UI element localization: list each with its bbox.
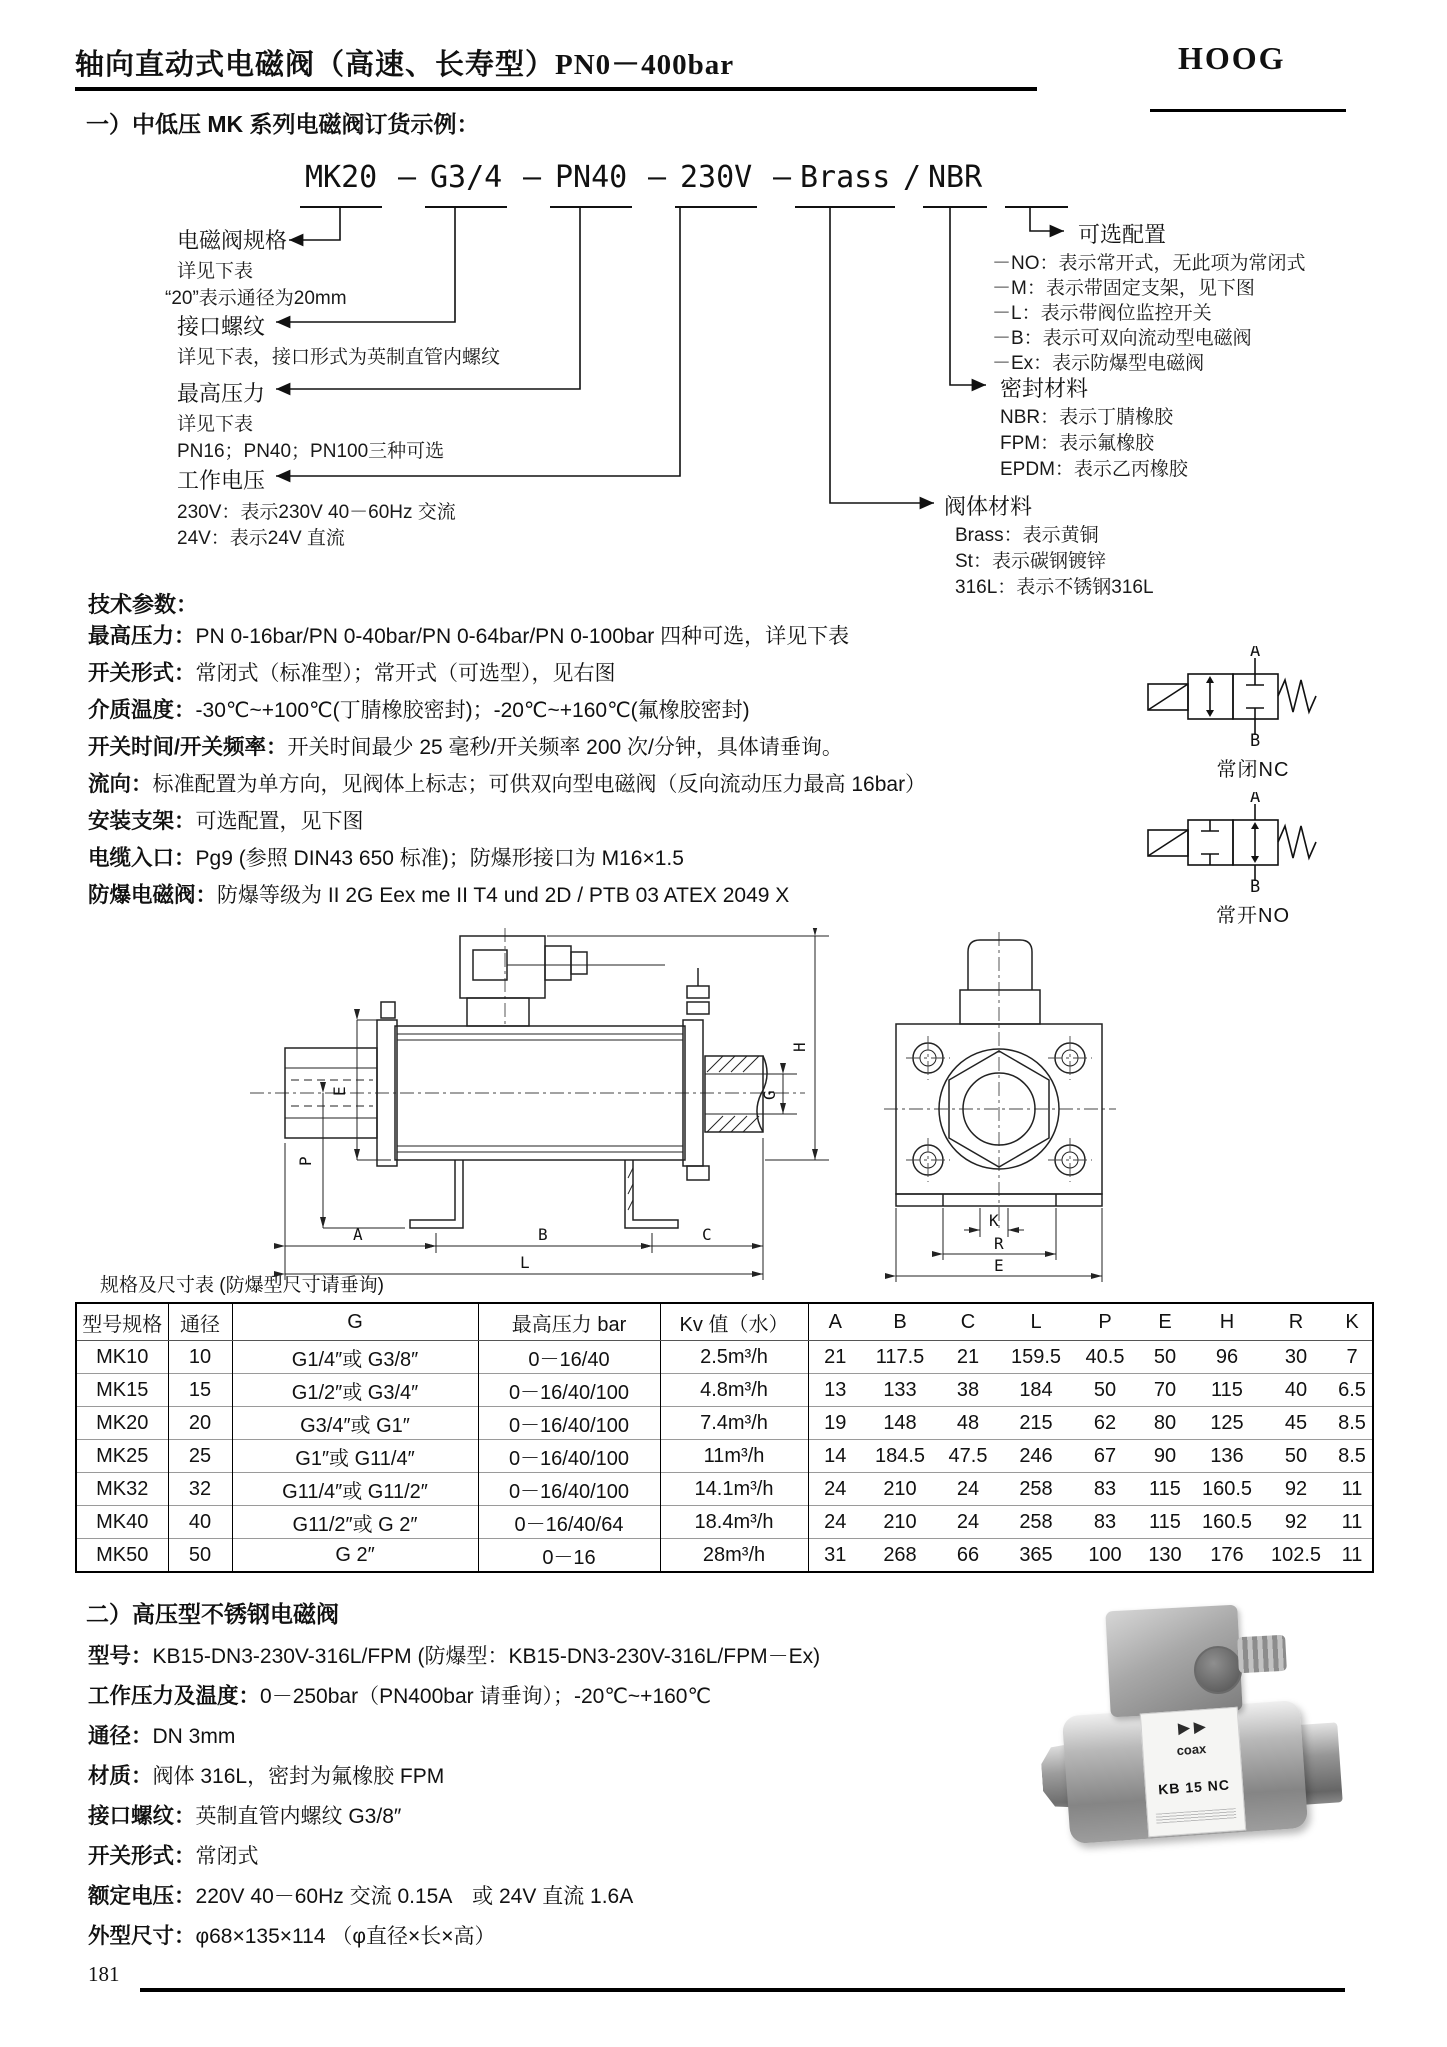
spec-row [88,1836,1048,1876]
annotation-note: PN16；PN40；PN100三种可选 [177,441,445,462]
tech-param-label: 安装支架： [88,809,196,833]
table-cell: MK50 [76,1539,168,1573]
table-cell: 92 [1260,1473,1332,1506]
tech-param-label: 防爆电磁阀： [88,883,218,907]
table-cell: 24 [938,1506,998,1539]
table-cell: 90 [1136,1440,1194,1473]
dash-separator: – [773,160,792,195]
table-cell: 115 [1136,1473,1194,1506]
annotation-note: 详见下表，接口形式为英制直管内螺纹 [177,347,501,368]
table-cell: 2.5m³/h [660,1341,808,1374]
annotation-note: －NO：表示常开式，无此项为常闭式 [992,253,1306,274]
table-cell: MK15 [76,1374,168,1407]
tech-param-text: Pg9 (参照 DIN43 650 标准)；防爆形接口为 M16×1.5 [195,847,684,870]
spec-text: 常闭式 [195,1845,259,1868]
spec-text: φ68×135×114 （φ直径×长×高） [195,1925,496,1948]
col-header: B [862,1303,938,1341]
col-header: A [808,1303,862,1341]
order-code-voltage: 230V [680,160,753,195]
section2-list [88,1636,1048,1956]
table-cell: 20 [168,1407,232,1440]
table-cell: 70 [1136,1374,1194,1407]
dim-l-label: L [520,1253,530,1272]
annotation-note: “20”表示通径为20mm [165,288,347,309]
valve-symbol-nc-drawing [1128,646,1378,746]
table-cell: 0－16/40/100 [478,1473,660,1506]
table-cell: 160.5 [1194,1506,1260,1539]
table-cell: 30 [1260,1341,1332,1374]
table-cell: 0－16/40/100 [478,1374,660,1407]
dim-r-label: R [994,1234,1004,1253]
spec-label: 额定电压： [88,1884,196,1908]
table-cell: 24 [808,1473,862,1506]
col-header: 通径 [168,1303,232,1341]
tech-params-list [88,618,1088,914]
table-cell: G1/2″或 G3/4″ [232,1374,478,1407]
product-photo [1046,1606,1336,1896]
annotation-note: Brass：表示黄铜 [955,525,1099,546]
table-cell: 62 [1074,1407,1136,1440]
table-cell: 50 [1074,1374,1136,1407]
table-cell: 24 [808,1506,862,1539]
order-code-body: Brass [800,160,891,195]
table-cell: 258 [998,1506,1074,1539]
port-a-label: A [1250,792,1261,807]
spec-label: 接口螺纹： [88,1804,196,1828]
table-caption-note: (防爆型尺寸请垂询) [214,1275,384,1296]
table-cell: 210 [862,1473,938,1506]
port-b-label: B [1250,877,1261,892]
tech-param-label: 最高压力： [88,624,196,648]
col-header: 最高压力 bar [478,1303,660,1341]
dim-c-label: C [702,1225,712,1244]
table-cell: 21 [938,1341,998,1374]
dim-b-label: B [538,1225,548,1244]
table-cell: 215 [998,1407,1074,1440]
col-header: R [1260,1303,1332,1341]
table-cell: 14.1m³/h [660,1473,808,1506]
col-header: H [1194,1303,1260,1341]
spec-row [88,1796,1048,1836]
table-cell: 67 [1074,1440,1136,1473]
order-code-model: MK20 [305,160,378,195]
table-cell: G11/2″或 G 2″ [232,1506,478,1539]
spec-label: 工作压力及温度： [88,1684,261,1708]
table-cell: 6.5 [1332,1374,1373,1407]
dash-separator: – [523,160,542,195]
table-cell: MK20 [76,1407,168,1440]
table-caption [100,1270,384,1297]
spec-label: 材质： [88,1764,153,1788]
table-cell: 24 [938,1473,998,1506]
model-label: KB 15 NC [1157,1776,1231,1798]
annotation-note: －Ex：表示防爆型电磁阀 [992,353,1205,374]
annotation-note: 详见下表 [177,261,254,282]
spec-text: 英制直管内螺纹 G3/8″ [195,1805,402,1828]
spec-label: 通径： [88,1724,153,1748]
spec-label: 型号： [88,1644,153,1668]
table-header-row [76,1303,1373,1341]
table-cell: 10 [168,1341,232,1374]
table-cell: 125 [1194,1407,1260,1440]
table-cell: G1/4″或 G3/8″ [232,1341,478,1374]
tech-param-row [88,655,1088,692]
product-label [1140,1707,1246,1838]
nc-symbol-caption: 常闭NC [1216,759,1290,781]
col-header: K [1332,1303,1373,1341]
table-cell: 8.5 [1332,1407,1373,1440]
table-cell: 83 [1074,1506,1136,1539]
table-cell: 159.5 [998,1341,1074,1374]
table-cell: 102.5 [1260,1539,1332,1573]
annotation-note: －B：表示可双向流动型电磁阀 [992,328,1252,349]
dash-separator: – [648,160,667,195]
valve-symbol-no-drawing [1128,792,1378,892]
valve-symbol-no [1128,792,1378,928]
dim-g-label: G [760,1090,779,1100]
order-code-seal: NBR [928,160,983,195]
annotation-note: 详见下表 [177,414,254,435]
col-header: L [998,1303,1074,1341]
table-cell: MK32 [76,1473,168,1506]
tech-param-text: -30℃~+100℃(丁腈橡胶密封)；-20℃~+160℃(氟橡胶密封) [195,699,750,722]
table-cell: 133 [862,1374,938,1407]
spec-row [88,1876,1048,1916]
annotation-note: St：表示碳钢镀锌 [955,551,1106,572]
table-cell: 210 [862,1506,938,1539]
spec-row [88,1916,1048,1956]
table-cell: 18.4m³/h [660,1506,808,1539]
table-cell: G 2″ [232,1539,478,1573]
photo-cable-gland [1237,1635,1287,1673]
annotation-label: 电磁阀规格 [177,228,288,253]
table-cell: 25 [168,1440,232,1473]
spec-row [88,1636,1048,1676]
table-cell: 365 [998,1539,1074,1573]
table-cell: MK10 [76,1341,168,1374]
table-cell: 48 [938,1407,998,1440]
col-header: 型号规格 [76,1303,168,1341]
tech-params-heading: 技术参数： [88,592,199,617]
table-cell: 32 [168,1473,232,1506]
table-cell: 96 [1194,1341,1260,1374]
table-cell: 50 [1260,1440,1332,1473]
photo-housing-hole [1194,1646,1242,1694]
table-cell: 80 [1136,1407,1194,1440]
table-cell: 31 [808,1539,862,1573]
table-cell: 0－16/40/64 [478,1506,660,1539]
table-cell: 21 [808,1341,862,1374]
table-row [76,1374,1373,1407]
table-cell: 7 [1332,1341,1373,1374]
label-fine-print [1156,1808,1237,1824]
spec-text: 0－250bar（PN400bar 请垂询）；-20℃~+160℃ [260,1685,712,1708]
table-cell: 130 [1136,1539,1194,1573]
tech-param-label: 电缆入口： [88,846,196,870]
table-cell: 19 [808,1407,862,1440]
table-cell: 0－16/40 [478,1341,660,1374]
table-cell: MK40 [76,1506,168,1539]
tech-param-label: 介质温度： [88,698,196,722]
table-cell: 246 [998,1440,1074,1473]
table-cell: 0－16/40/100 [478,1440,660,1473]
table-cell: 7.4m³/h [660,1407,808,1440]
table-cell: 184 [998,1374,1074,1407]
table-cell: 115 [1136,1506,1194,1539]
table-cell: 117.5 [862,1341,938,1374]
annotation-note: 316L：表示不锈钢316L [955,577,1154,598]
table-cell: 184.5 [862,1440,938,1473]
table-cell: G3/4″或 G1″ [232,1407,478,1440]
table-cell: 4.8m³/h [660,1374,808,1407]
tech-param-label: 流向： [88,772,153,796]
annotation-label: 阀体材料 [944,494,1033,519]
table-cell: 100 [1074,1539,1136,1573]
table-cell: G1″或 G11/4″ [232,1440,478,1473]
tech-param-row [88,803,1088,840]
tech-param-row [88,766,1088,803]
table-cell: 8.5 [1332,1440,1373,1473]
section2-heading: 二）高压型不锈钢电磁阀 [86,1601,339,1627]
order-code-pressure: PN40 [555,160,628,195]
table-row [76,1539,1373,1573]
table-cell: 176 [1194,1539,1260,1573]
tech-param-text: 常闭式（标准型）；常开式（可选型），见右图 [195,662,616,685]
tech-param-text: PN 0-16bar/PN 0-40bar/PN 0-64bar/PN 0-100bar 四种可选，详见下表 [195,625,850,648]
table-row [76,1440,1373,1473]
table-cell: 47.5 [938,1440,998,1473]
drawing-front-view [868,932,1138,1290]
table-cell: 136 [1194,1440,1260,1473]
tech-param-text: 防爆等级为 II 2G Eex me II T4 und 2D / PTB 03 ATEX 2049 X [217,884,790,907]
table-cell: 83 [1074,1473,1136,1506]
annotation-note: EPDM：表示乙丙橡胶 [1000,459,1188,480]
dim-h-label: H [790,1042,809,1052]
port-b-label: B [1250,731,1261,746]
table-cell: MK25 [76,1440,168,1473]
table-cell: 66 [938,1539,998,1573]
table-row [76,1341,1373,1374]
footer-rule [140,1988,1345,1992]
dim-p-label: P [296,1156,315,1166]
annotation-label: 工作电压 [177,468,266,493]
page-number: 181 [88,1962,120,1986]
section1-heading: 一）中低压 MK 系列电磁阀订货示例： [86,111,480,137]
col-header: P [1074,1303,1136,1341]
brand-logo: HOOG [1178,40,1286,76]
table-cell: 258 [998,1473,1074,1506]
tech-param-row [88,877,1088,914]
table-cell: 14 [808,1440,862,1473]
spec-row [88,1676,1048,1716]
spec-text: 220V 40－60Hz 交流 0.15A 或 24V 直流 1.6A [195,1885,634,1908]
table-cell: 50 [168,1539,232,1573]
table-cell: 38 [938,1374,998,1407]
annotation-note: FPM：表示氟橡胶 [1000,433,1155,454]
annotation-label: 密封材料 [1000,376,1089,401]
no-symbol-caption: 常开NO [1216,905,1290,927]
spec-text: DN 3mm [152,1725,236,1748]
annotation-label: 接口螺纹 [177,314,266,339]
spec-table [75,1302,1374,1573]
table-body [76,1341,1373,1573]
table-cell: 11 [1332,1473,1373,1506]
page-title: 轴向直动式电磁阀（高速、长寿型）PN0－400bar [75,49,735,81]
drawing-side-view [205,928,835,1290]
spec-text: 阀体 316L，密封为氟橡胶 FPM [152,1765,445,1788]
table-cell: 28m³/h [660,1539,808,1573]
table-cell: 92 [1260,1506,1332,1539]
tech-param-row [88,840,1088,877]
dim-e-label: E [994,1256,1004,1275]
table-cell: 40 [168,1506,232,1539]
tech-param-row [88,692,1088,729]
annotation-note: －M：表示带固定支架，见下图 [992,278,1255,299]
annotation-note: 230V：表示230V 40－60Hz 交流 [177,502,456,523]
tech-param-text: 可选配置，见下图 [195,810,364,833]
table-row [76,1506,1373,1539]
table-cell: G11/4″或 G11/2″ [232,1473,478,1506]
spec-row [88,1716,1048,1756]
table-cell: 13 [808,1374,862,1407]
table-cell: 160.5 [1194,1473,1260,1506]
dash-separator: – [398,160,417,195]
spec-label: 开关形式： [88,1844,196,1868]
table-cell: 50 [1136,1341,1194,1374]
annotation-label: 最高压力 [177,381,266,406]
table-cell: 40 [1260,1374,1332,1407]
col-header: C [938,1303,998,1341]
annotation-note: NBR：表示丁腈橡胶 [1000,407,1174,428]
table-cell: 15 [168,1374,232,1407]
spec-row [88,1756,1048,1796]
table-cell: 0－16/40/100 [478,1407,660,1440]
table-caption-text: 规格及尺寸表 [100,1275,215,1296]
col-header: G [232,1303,478,1341]
table-cell: 45 [1260,1407,1332,1440]
brand-mark: coax [1176,1741,1207,1759]
tech-param-text: 开关时间最少 25 毫秒/开关频率 200 次/分钟，具体请垂询。 [287,736,843,759]
slash-separator: / [903,160,922,195]
table-cell: 11 [1332,1539,1373,1573]
table-cell: 40.5 [1074,1341,1136,1374]
dim-e-label: E [330,1086,349,1096]
tech-param-label: 开关形式： [88,661,196,685]
order-code-thread: G3/4 [430,160,503,195]
spec-label: 外型尺寸： [88,1924,196,1948]
table-cell: 11m³/h [660,1440,808,1473]
port-a-label: A [1250,646,1261,661]
dim-a-label: A [353,1225,363,1244]
spec-text: KB15-DN3-230V-316L/FPM (防爆型：KB15-DN3-230V-316L/FPM－Ex) [152,1645,821,1668]
annotation-note: 24V：表示24V 直流 [177,528,345,549]
tech-param-row [88,729,1088,766]
col-header: Kv 值（水） [660,1303,808,1341]
table-cell: 148 [862,1407,938,1440]
table-cell: 0－16 [478,1539,660,1573]
annotation-note: －L：表示带阀位监控开关 [992,303,1212,324]
flow-arrows-icon: ►► [1173,1716,1207,1741]
table-row [76,1473,1373,1506]
table-cell: 115 [1194,1374,1260,1407]
tech-param-text: 标准配置为单方向，见阀体上标志；可供双向型电磁阀（反向流动压力最高 16bar） [152,773,927,796]
col-header: E [1136,1303,1194,1341]
dim-k-label: K [989,1211,999,1230]
table-cell: 268 [862,1539,938,1573]
table-cell: 11 [1332,1506,1373,1539]
valve-symbol-nc [1128,646,1378,782]
tech-param-row [88,618,1088,655]
annotation-label: 可选配置 [1078,222,1167,247]
tech-param-label: 开关时间/开关频率： [88,735,288,759]
table-row [76,1407,1373,1440]
